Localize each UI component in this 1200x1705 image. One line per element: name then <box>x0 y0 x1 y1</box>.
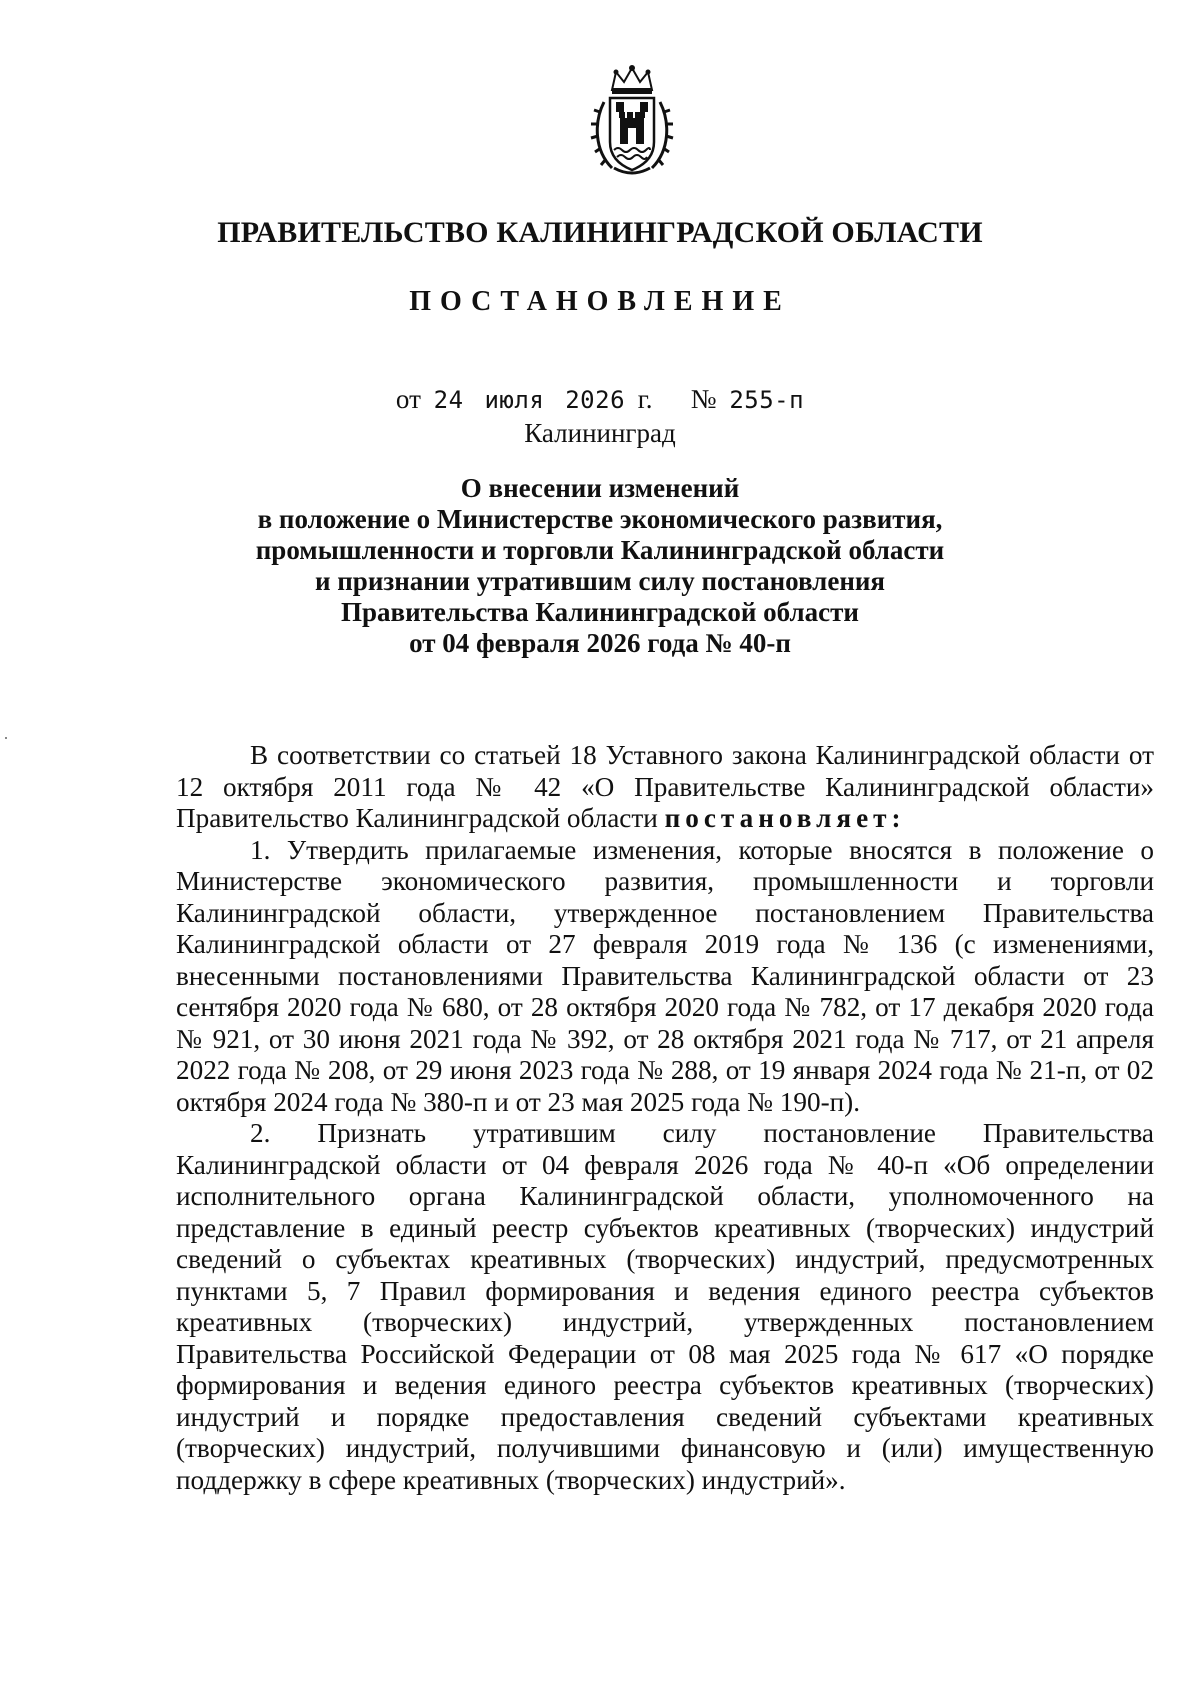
number-prefix: № <box>690 384 717 414</box>
document-type: ПОСТАНОВЛЕНИЕ <box>409 286 791 317</box>
subject-line: О внесении изменений <box>460 473 740 503</box>
decree-word: постановляет: <box>664 803 906 833</box>
subject-line: от 04 февраля 2026 года № 40-п <box>409 628 791 658</box>
date-number-line <box>0 384 1200 415</box>
subject-line: в положение о Министерстве экономического развития, <box>257 504 943 534</box>
subject-line: Правительства Калининградской области <box>341 597 859 627</box>
coat-of-arms-icon <box>590 62 674 180</box>
item-1-paragraph: 1. Утвердить прилагаемые изменения, которые вносятся в положение о Министерстве экономического развития, промышленности и торговли Калининградской области, утвержденное постановлением Правительства Калининградской области от 27 февраля 2019 года № 136 (с изменениями, внесенными постановлениями Правительства Калининградской области от 23 сентября 2020 года № 680, от 28 октября 2020 года № 782, от 17 декабря 2020 года № 921, от 30 июня 2021 года № 392, от 28 октября 2021 года № 717, от 21 апреля 2022 года № 208, от 29 июня 2023 года № 288, от 19 января 2024 года № 21-п, от 02 октября 2024 года № 380-п и от 23 мая 2025 года № 190-п). <box>176 834 1154 1117</box>
scan-mark <box>5 737 7 739</box>
item-2-paragraph: 2. Признать утратившим силу постановление Правительства Калининградской области от 04 февраля 2026 года № 40-п «Об определении исполнительного органа Калининградской области, уполномоченного на представление в единый реестр субъектов креативных (творческих) индустрий сведений о субъектах креативных (творческих) индустрий, предусмотренных пунктами 5, 7 Правил формирования и ведения единого реестра субъектов креативных (творческих) индустрий, утвержденных постановлением Правительства Российской Федерации от 08 мая 2025 года № 617 «О порядке формирования и ведения единого реестра субъектов креативных (творческих) индустрий и порядке предоставления сведений субъектами креативных (творческих) индустрий, получившими финансовую и (или) имущественную поддержку в сфере креативных (творческих) индустрий». <box>176 1118 1154 1495</box>
subject-line: и признании утратившим силу постановления <box>314 566 886 596</box>
date-prefix: от <box>395 384 421 414</box>
document-subject <box>0 473 1200 659</box>
document-body <box>176 740 1154 1496</box>
date-suffix: г. <box>637 384 653 414</box>
subject-line: промышленности и торговли Калининградской области <box>255 535 945 565</box>
organization-title: ПРАВИТЕЛЬСТВО КАЛИНИНГРАДСКОЙ ОБЛАСТИ <box>217 216 983 249</box>
preamble-paragraph <box>176 740 1154 835</box>
document-number: 255-п <box>729 386 805 414</box>
preamble-text: В соответствии со статьей 18 Уставного закона Калининградской области от 12 октября 2011 года № 42 «О Правительстве Калининградской области» Правительство Калининградской области <box>176 740 1154 833</box>
city: Калининград <box>524 418 676 448</box>
date-value: 24 июля 2026 <box>433 386 626 414</box>
